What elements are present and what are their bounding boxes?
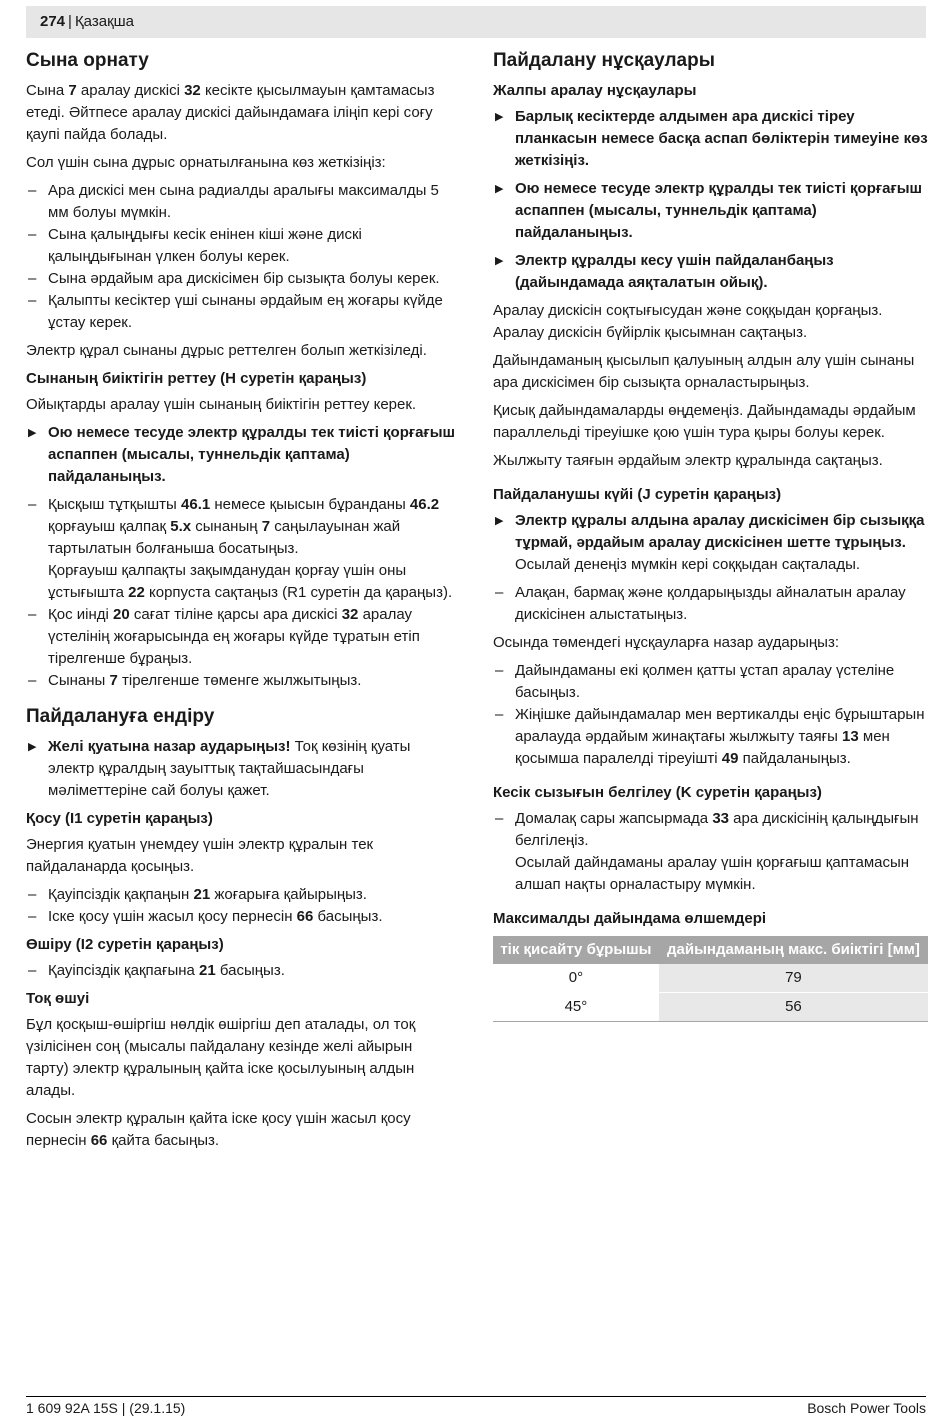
list-item: – Жіңішке дайындамалар мен вертикалды еңіс бұрыштарын аралауда әрдайым жинақтағы жылжыту таяғы 13 мен қосымша паралелді тіреуішті 49 пайдаланыңыз. — [493, 704, 928, 770]
list-item: – Қалыпты кесіктер үші сынаны әрдайым ең жоғары күйде ұстау керек. — [26, 290, 458, 334]
paragraph: Осында төмендегі нұсқауларға назар аударыңыз: — [493, 634, 840, 651]
list-item: – Қауіпсіздік қақпаңын 21 жоғарыға қайырыңыз. — [26, 884, 458, 906]
warning-item: ▶ Желі қуатына назар аударыңыз! Тоқ көзінің қуаты электр құралдың зауыттық тақтайшасындағы мәліметтеріне сай болуы қажет. — [26, 736, 458, 802]
warning-list — [493, 510, 928, 576]
notes-list — [493, 660, 928, 770]
list-item: – Домалақ сары жапсырмада 33 ара дискісінің қалыңдығын белгілеңіз. Осылай дайндаманы аралау үшін қорғағыш қаптамасын алшап нақты орналастыру мүмкін. — [493, 808, 928, 896]
table-row — [493, 964, 928, 993]
list-item: – Алақан, бармақ және қолдарыңызды айналатын аралау дискісінен алыстатыңыз. — [493, 582, 928, 626]
position-list — [493, 582, 928, 626]
table-cell: 0° — [493, 964, 659, 993]
header-language: Қазақша — [74, 13, 135, 30]
subsection-title-max-dimensions: Максималды дайындама өлшемдері — [493, 910, 767, 927]
paragraph: Қисық дайындамаларды өңдемеңіз. Дайындамады әрдайым параллельді тіреуішке қою үшін тура қыры болуы керек. — [493, 402, 916, 441]
list-item: – Қос иінді 20 сағат тіліне қарсы ара дискісі 32 аралау үстелінің жоғарысында ең жоғары күйде тұратын етіп тірелгенше бұраңыз. — [26, 604, 458, 670]
paragraph: Электр құрал сынаны дұрыс реттелген болып жеткізіледі. — [26, 342, 427, 359]
warning-list — [493, 106, 928, 294]
paragraph: Сына 7 аралау дискісі 32 кесікте қысылмауын қамтамасыз етеді. Әйтпесе аралау дискісі дайындамаға іліңіп кері соғу қаупі пайда болады. — [26, 82, 435, 143]
list-item: – Сынаны 7 тірелгенше төменге жылжытыңыз. — [26, 670, 458, 692]
section-title-startup: Пайдалануға ендіру — [26, 706, 215, 727]
table-header-row — [493, 936, 928, 964]
subsection-title-switch-off: Өшіру (I2 суретін қараңыз) — [26, 936, 224, 953]
table-cell: 56 — [659, 993, 928, 1022]
table-cell: 79 — [659, 964, 928, 993]
section-title-wedge-install: Сына орнату — [26, 50, 149, 71]
list-item: – Қауіпсіздік қақпағына 21 басыңыз. — [26, 960, 458, 982]
left-column — [26, 48, 458, 1158]
cut-line-list — [493, 808, 928, 896]
warning-item: ▶ Электр құралды кесу үшін пайдаланбаңыз (дайындамада аяқталатын ойық). — [493, 250, 928, 294]
subsection-title-power-failure: Тоқ өшуі — [26, 990, 90, 1007]
list-item: – Ара дискісі мен сына радиалды аралығы максималды 5 мм болуы мүмкін. — [26, 180, 458, 224]
warning-list — [26, 422, 458, 488]
subsection-title-cut-line: Кесік сызығын белгілеу (K суретін қараңыз) — [493, 784, 822, 801]
list-item: – Іске қосу үшін жасыл қосу пернесін 66 басыңыз. — [26, 906, 458, 928]
table-row — [493, 993, 928, 1022]
warning-item: ▶ Барлық кесіктерде алдымен ара дискісі тіреу планкасын немесе басқа аспап бөліктерін тимеуіне көз жеткізіңіз. — [493, 106, 928, 172]
right-column — [493, 48, 928, 1022]
table-header-cell: дайындаманың макс. биіктігі [мм] — [659, 936, 928, 964]
paragraph: Бұл қосқыш-өшіргіш нөлдік өшіргіш деп аталады, ол тоқ үзілісінен соң (мысалы пайдалану кезінде желі айырын тарту) электр құралының қайта іске қосылуының алдын алады. — [26, 1016, 416, 1099]
wedge-list — [26, 180, 458, 334]
paragraph: Аралау дискісін соқтығысудан және соққыдан қорғаңыз. Аралау дискісін бүйірлік қысымнан сақтаңыз. — [493, 302, 883, 341]
subsection-title-general-sawing: Жалпы аралау нұсқаулары — [493, 82, 697, 99]
table-cell: 45° — [493, 993, 659, 1022]
list-item: – Сына әрдайым ара дискісімен бір сызықта болуы керек. — [26, 268, 458, 290]
list-item: – Сына қалыңдығы кесік енінен кіші және дискі қалыңдығынан үлкен болуы керек. — [26, 224, 458, 268]
subsection-title-switch-on: Қосу (I1 суретін қараңыз) — [26, 810, 213, 827]
subsection-title-wedge-height: Сынаның биіктігін реттеу (H суретін қараңыз) — [26, 370, 367, 387]
list-item: – Дайындаманы екі қолмен қатты ұстап аралау үстеліне басыңыз. — [493, 660, 928, 704]
footer-brand: Bosch Power Tools — [807, 1400, 926, 1416]
page-number: 274 — [40, 13, 66, 30]
subsection-title-user-position: Пайдаланушы күйі (J суретін қараңыз) — [493, 486, 782, 503]
warning-list — [26, 736, 458, 802]
paragraph: Дайындаманың қысылып қалуының алдын алу үшін сынаны ара дискісімен бір сызықта орналастырыңыз. — [493, 352, 915, 391]
footer-doc-code: 1 609 92A 15S | (29.1.15) — [26, 1400, 186, 1416]
warning-item: ▶ Ою немесе тесуде электр құралды тек тиісті қорғағыш аспаппен (мысалы, туннельдік қаптама) пайдаланыңыз. — [493, 178, 928, 244]
header-text: 274 | Қазақша — [40, 13, 135, 30]
paragraph: Энергия қуатын үнемдеу үшін электр құралын тек пайдаланарда қосыңыз. — [26, 836, 374, 875]
paragraph: Сосын электр құралын қайта іске қосу үшін жасыл қосу пернесін 66 қайта басыңыз. — [26, 1110, 411, 1149]
max-dimensions-table — [493, 936, 928, 1022]
page-header — [26, 6, 926, 38]
list-item: – Қысқыш тұтқышты 46.1 немесе қыысын бұранданы 46.2 қорғауыш қалпақ 5.х сынаның 7 саңылауынан жай тартылатын болғаныша босатыңыз. Қорғауыш қалпақты зақымданудан қорғау үшін оны ұстығышта 22 корпуста сақтаңыз (R1 суретін да қараңыз). — [26, 494, 458, 604]
warning-item: ▶ Ою немесе тесуде электр құралды тек тиісті қорғағыш аспаппен (мысалы, туннельдік қаптама) пайдаланыңыз. — [26, 422, 458, 488]
footer-divider — [26, 1396, 926, 1397]
paragraph: Сол үшін сына дұрыс орнатылғанына көз жеткізіңіз: — [26, 154, 386, 171]
warning-item: ▶ Электр құралы алдына аралау дискісімен бір сызыққа тұрмай, әрдайым аралау дискісінен шетте тұрыңыз. Осылай денеңіз мүмкін кері соққыдан сақталады. — [493, 510, 928, 576]
switch-on-list — [26, 884, 458, 928]
table-header-cell: тік қисайту бұрышы — [493, 936, 659, 964]
section-title-operating-instructions: Пайдалану нұсқаулары — [493, 50, 715, 71]
switch-off-list — [26, 960, 458, 982]
paragraph: Жылжыту таяғын әрдайым электр құралында сақтаңыз. — [493, 452, 883, 469]
steps-list — [26, 494, 458, 692]
paragraph: Ойықтарды аралау үшін сынаның биіктігін реттеу керек. — [26, 396, 417, 413]
